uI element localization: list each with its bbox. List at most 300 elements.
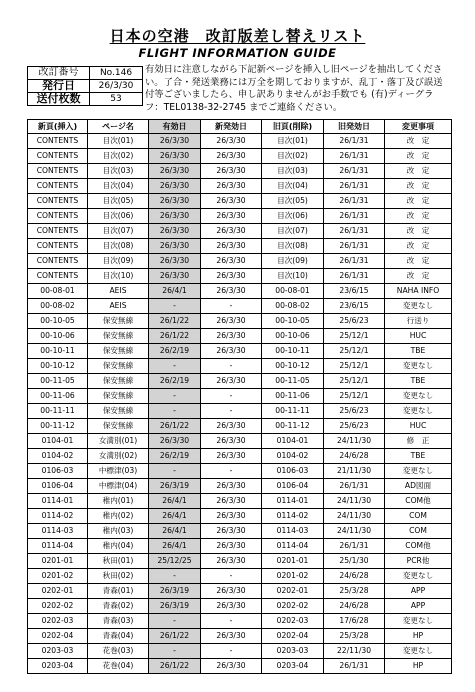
- cell-new-issue-date: 26/3/30: [201, 164, 262, 179]
- cell-new-page: 0106-04: [28, 479, 88, 494]
- revision-info-table: [27, 66, 143, 106]
- cell-old-issue-date: 26/1/31: [324, 539, 385, 554]
- cell-new-page: 0114-01: [28, 494, 88, 509]
- cell-old-issue-date: 26/1/31: [324, 134, 385, 149]
- cell-old-page: 目次(06): [262, 209, 324, 224]
- cell-new-page: CONTENTS: [28, 149, 88, 164]
- cell-change-note: 行送り: [385, 314, 452, 329]
- table-row: [28, 269, 452, 284]
- cell-old-issue-date: 26/1/31: [324, 209, 385, 224]
- cell-new-page: 00-08-02: [28, 299, 88, 314]
- cell-new-page: 0201-02: [28, 569, 88, 584]
- cell-old-issue-date: 17/6/28: [324, 614, 385, 629]
- cell-new-page: CONTENTS: [28, 134, 88, 149]
- table-row: [28, 224, 452, 239]
- cell-page-name: 稚内(04): [88, 539, 149, 554]
- cell-new-page: CONTENTS: [28, 179, 88, 194]
- cell-effective-date: 26/3/30: [149, 269, 201, 284]
- cell-page-name: AEIS: [88, 299, 149, 314]
- table-row: [28, 164, 452, 179]
- table-row: [28, 194, 452, 209]
- cell-new-issue-date: -: [201, 299, 262, 314]
- table-row: [28, 494, 452, 509]
- cell-effective-date: 26/4/1: [149, 284, 201, 299]
- column-header-effective-date: 有効日: [149, 120, 201, 134]
- cell-old-page: 0202-02: [262, 599, 324, 614]
- cell-change-note: TBE: [385, 374, 452, 389]
- cell-old-issue-date: 23/6/15: [324, 284, 385, 299]
- cell-new-issue-date: 26/3/30: [201, 524, 262, 539]
- page-title-text: 日本の空港 改訂版差し替えリスト: [109, 27, 366, 45]
- table-row: [28, 569, 452, 584]
- cell-page-name: 目次(07): [88, 224, 149, 239]
- cell-old-issue-date: 25/6/23: [324, 419, 385, 434]
- cell-new-issue-date: 26/3/30: [201, 374, 262, 389]
- cell-page-name: 青森(03): [88, 614, 149, 629]
- cell-new-page: 00-11-05: [28, 374, 88, 389]
- cell-old-page: 00-10-06: [262, 329, 324, 344]
- cell-change-note: APP: [385, 584, 452, 599]
- cell-new-page: 00-10-12: [28, 359, 88, 374]
- cell-new-issue-date: -: [201, 569, 262, 584]
- table-row: [28, 179, 452, 194]
- cell-new-issue-date: 26/3/30: [201, 539, 262, 554]
- cell-old-page: 目次(04): [262, 179, 324, 194]
- cell-old-issue-date: 26/1/31: [324, 164, 385, 179]
- cell-effective-date: 26/3/19: [149, 599, 201, 614]
- cell-change-note: 変更なし: [385, 389, 452, 404]
- cell-effective-date: 26/3/30: [149, 209, 201, 224]
- cell-old-issue-date: 25/6/23: [324, 314, 385, 329]
- cell-old-issue-date: 24/6/28: [324, 599, 385, 614]
- table-row: [28, 284, 452, 299]
- cell-page-name: 目次(02): [88, 149, 149, 164]
- cell-old-page: 00-08-02: [262, 299, 324, 314]
- table-row: [28, 644, 452, 659]
- cell-new-issue-date: 26/3/30: [201, 599, 262, 614]
- cell-old-issue-date: 24/11/30: [324, 509, 385, 524]
- cell-old-issue-date: 24/6/28: [324, 449, 385, 464]
- column-header-old-page: 旧頁(削除): [262, 120, 324, 134]
- cell-old-issue-date: 25/3/28: [324, 629, 385, 644]
- cell-new-page: 0104-01: [28, 434, 88, 449]
- cell-old-page: 目次(10): [262, 269, 324, 284]
- cell-effective-date: 26/3/19: [149, 479, 201, 494]
- cell-effective-date: 26/3/30: [149, 164, 201, 179]
- cell-page-name: 稚内(01): [88, 494, 149, 509]
- cell-page-name: 目次(04): [88, 179, 149, 194]
- table-row: [28, 509, 452, 524]
- cell-new-page: 00-11-06: [28, 389, 88, 404]
- cell-old-page: 目次(01): [262, 134, 324, 149]
- cell-old-issue-date: 25/3/28: [324, 584, 385, 599]
- cell-change-note: COM他: [385, 539, 452, 554]
- cell-effective-date: 26/2/19: [149, 449, 201, 464]
- cell-new-page: CONTENTS: [28, 254, 88, 269]
- cell-effective-date: -: [149, 404, 201, 419]
- table-row: [28, 404, 452, 419]
- cell-change-note: 改 定: [385, 194, 452, 209]
- cell-effective-date: 26/2/19: [149, 374, 201, 389]
- cell-change-note: 改 定: [385, 164, 452, 179]
- issue-value: 26/3/30: [90, 80, 143, 93]
- cell-page-name: 保安無線: [88, 314, 149, 329]
- cell-new-issue-date: -: [201, 644, 262, 659]
- cell-page-name: 目次(08): [88, 239, 149, 254]
- cell-old-page: 0104-01: [262, 434, 324, 449]
- cell-effective-date: 26/2/19: [149, 344, 201, 359]
- cell-effective-date: 26/1/22: [149, 419, 201, 434]
- cell-effective-date: -: [149, 569, 201, 584]
- cell-old-issue-date: 24/6/28: [324, 569, 385, 584]
- cell-old-page: 0114-02: [262, 509, 324, 524]
- cell-new-issue-date: 26/3/30: [201, 329, 262, 344]
- cell-page-name: 保安無線: [88, 329, 149, 344]
- table-row: [28, 449, 452, 464]
- cell-new-page: 00-10-11: [28, 344, 88, 359]
- issue-row: [28, 80, 143, 93]
- table-row: [28, 359, 452, 374]
- cell-old-page: 0203-04: [262, 659, 324, 674]
- cell-new-page: CONTENTS: [28, 239, 88, 254]
- cell-effective-date: -: [149, 644, 201, 659]
- cell-new-issue-date: 26/3/30: [201, 344, 262, 359]
- cell-change-note: 改 定: [385, 254, 452, 269]
- table-row: [28, 389, 452, 404]
- cell-new-issue-date: 26/3/30: [201, 584, 262, 599]
- cell-page-name: 目次(03): [88, 164, 149, 179]
- cell-page-name: 保安無線: [88, 374, 149, 389]
- cell-new-issue-date: 26/3/30: [201, 449, 262, 464]
- cell-change-note: 変更なし: [385, 569, 452, 584]
- cell-effective-date: 26/3/30: [149, 134, 201, 149]
- cell-old-issue-date: 26/1/31: [324, 269, 385, 284]
- column-header-old-issue-date: 旧発効日: [324, 120, 385, 134]
- cell-change-note: HUC: [385, 329, 452, 344]
- cell-old-issue-date: 25/1/30: [324, 554, 385, 569]
- cell-new-issue-date: 26/3/30: [201, 254, 262, 269]
- cell-new-issue-date: 26/3/30: [201, 659, 262, 674]
- cell-new-page: 0203-04: [28, 659, 88, 674]
- table-row: [28, 299, 452, 314]
- cell-page-name: 青森(02): [88, 599, 149, 614]
- cell-page-name: 青森(01): [88, 584, 149, 599]
- cell-old-issue-date: 24/11/30: [324, 494, 385, 509]
- cell-change-note: 改 定: [385, 209, 452, 224]
- column-header-new-issue-date: 新発効日: [201, 120, 262, 134]
- cell-new-page: 0202-02: [28, 599, 88, 614]
- cell-effective-date: -: [149, 614, 201, 629]
- table-row: [28, 434, 452, 449]
- cell-change-note: TBE: [385, 449, 452, 464]
- cell-new-page: 0114-04: [28, 539, 88, 554]
- cell-new-issue-date: -: [201, 389, 262, 404]
- column-header-change-note: 変更事項: [385, 120, 452, 134]
- cell-page-name: 保安無線: [88, 344, 149, 359]
- cell-page-name: 花巻(04): [88, 659, 149, 674]
- table-row: [28, 239, 452, 254]
- table-row: [28, 464, 452, 479]
- cell-page-name: 花巻(03): [88, 644, 149, 659]
- table-body: [28, 134, 452, 674]
- cell-new-page: 0203-03: [28, 644, 88, 659]
- cell-change-note: 変更なし: [385, 359, 452, 374]
- cell-new-issue-date: 26/3/30: [201, 134, 262, 149]
- cell-new-issue-date: -: [201, 614, 262, 629]
- cell-change-note: 変更なし: [385, 614, 452, 629]
- cell-old-page: 00-10-11: [262, 344, 324, 359]
- cell-new-issue-date: 26/3/30: [201, 419, 262, 434]
- table-row: [28, 479, 452, 494]
- table-row: [28, 659, 452, 674]
- table-row: [28, 374, 452, 389]
- cell-effective-date: -: [149, 299, 201, 314]
- cell-effective-date: 26/3/30: [149, 149, 201, 164]
- cell-new-issue-date: 26/3/30: [201, 314, 262, 329]
- cell-new-page: 0202-03: [28, 614, 88, 629]
- cell-effective-date: 26/3/30: [149, 224, 201, 239]
- cell-page-name: 目次(01): [88, 134, 149, 149]
- cell-old-page: 0104-02: [262, 449, 324, 464]
- page-title: [0, 27, 475, 45]
- cell-old-issue-date: 23/6/15: [324, 299, 385, 314]
- cell-new-page: CONTENTS: [28, 194, 88, 209]
- cell-new-issue-date: 26/3/30: [201, 434, 262, 449]
- cell-old-issue-date: 26/1/31: [324, 224, 385, 239]
- cell-new-page: 0202-01: [28, 584, 88, 599]
- cell-old-page: 0114-03: [262, 524, 324, 539]
- table-row: [28, 344, 452, 359]
- cell-old-issue-date: 24/11/30: [324, 434, 385, 449]
- table-row: [28, 614, 452, 629]
- column-header-page-name: ページ名: [88, 120, 149, 134]
- cell-old-issue-date: 25/12/1: [324, 389, 385, 404]
- cell-page-name: AEIS: [88, 284, 149, 299]
- cell-change-note: 修 正: [385, 434, 452, 449]
- table-header-row: [28, 120, 452, 134]
- table-row: [28, 314, 452, 329]
- cell-change-note: 変更なし: [385, 644, 452, 659]
- copies-row: [28, 93, 143, 106]
- cell-old-page: 目次(02): [262, 149, 324, 164]
- cell-effective-date: -: [149, 359, 201, 374]
- cell-change-note: 改 定: [385, 134, 452, 149]
- cell-old-issue-date: 26/1/31: [324, 179, 385, 194]
- cell-effective-date: -: [149, 464, 201, 479]
- cell-effective-date: 26/1/22: [149, 659, 201, 674]
- cell-old-page: 00-11-05: [262, 374, 324, 389]
- copies-label: 送付枚数: [28, 93, 90, 106]
- cell-new-page: 00-10-06: [28, 329, 88, 344]
- cell-new-page: CONTENTS: [28, 209, 88, 224]
- cell-change-note: 改 定: [385, 269, 452, 284]
- cell-new-issue-date: 26/3/30: [201, 509, 262, 524]
- cell-page-name: 青森(04): [88, 629, 149, 644]
- cell-new-page: 0104-02: [28, 449, 88, 464]
- cell-change-note: 変更なし: [385, 299, 452, 314]
- cell-page-name: 秋田(01): [88, 554, 149, 569]
- cell-old-page: 0202-03: [262, 614, 324, 629]
- cell-page-name: 目次(05): [88, 194, 149, 209]
- cell-old-page: 00-11-06: [262, 389, 324, 404]
- cell-old-page: 00-10-12: [262, 359, 324, 374]
- cell-effective-date: 26/3/30: [149, 434, 201, 449]
- cell-old-page: 目次(07): [262, 224, 324, 239]
- notice-text: 有効日に注意しながら下記新ページを挿入し旧ページを抽出してください。了合・発送業務には万全を期しておりますが、乱丁・落丁及び誤送付等ございましたら、申し訳ありませんがお手数でも (有)ディーグラフ：TEL0138-32-2745 までご連絡ください。: [145, 64, 443, 113]
- cell-effective-date: 26/3/30: [149, 194, 201, 209]
- cell-change-note: 改 定: [385, 224, 452, 239]
- cell-new-page: 0114-02: [28, 509, 88, 524]
- cell-page-name: 稚内(02): [88, 509, 149, 524]
- cell-change-note: COM: [385, 509, 452, 524]
- table-row: [28, 554, 452, 569]
- cell-change-note: 変更なし: [385, 464, 452, 479]
- cell-page-name: 保安無線: [88, 359, 149, 374]
- cell-page-name: 中標津(03): [88, 464, 149, 479]
- cell-change-note: APP: [385, 599, 452, 614]
- revision-table: [27, 119, 452, 674]
- table-row: [28, 419, 452, 434]
- issue-label: 発行日: [28, 80, 90, 93]
- table-row: [28, 149, 452, 164]
- revision-row: [28, 67, 143, 80]
- cell-effective-date: 26/3/30: [149, 179, 201, 194]
- cell-effective-date: 26/1/22: [149, 329, 201, 344]
- cell-old-page: 0106-03: [262, 464, 324, 479]
- cell-new-issue-date: -: [201, 464, 262, 479]
- cell-old-issue-date: 26/1/31: [324, 149, 385, 164]
- cell-new-page: 0201-01: [28, 554, 88, 569]
- cell-new-issue-date: 26/3/30: [201, 284, 262, 299]
- cell-effective-date: 26/4/1: [149, 494, 201, 509]
- cell-old-page: 0201-02: [262, 569, 324, 584]
- cell-change-note: 変更なし: [385, 404, 452, 419]
- cell-change-note: AD図面: [385, 479, 452, 494]
- cell-change-note: NAHA INFO: [385, 284, 452, 299]
- cell-old-page: 目次(08): [262, 239, 324, 254]
- table-row: [28, 629, 452, 644]
- cell-old-page: 目次(09): [262, 254, 324, 269]
- cell-change-note: PCR他: [385, 554, 452, 569]
- cell-old-page: 00-10-05: [262, 314, 324, 329]
- cell-effective-date: 26/3/30: [149, 254, 201, 269]
- cell-page-name: 女満別(01): [88, 434, 149, 449]
- cell-old-page: 0106-04: [262, 479, 324, 494]
- cell-new-issue-date: 26/3/30: [201, 149, 262, 164]
- column-header-new-page: 新頁(挿入): [28, 120, 88, 134]
- cell-new-issue-date: 26/3/30: [201, 239, 262, 254]
- cell-new-issue-date: 26/3/30: [201, 194, 262, 209]
- cell-page-name: 秋田(02): [88, 569, 149, 584]
- cell-page-name: 保安無線: [88, 404, 149, 419]
- cell-page-name: 保安無線: [88, 389, 149, 404]
- cell-old-page: 0202-04: [262, 629, 324, 644]
- cell-old-page: 0114-04: [262, 539, 324, 554]
- cell-new-issue-date: -: [201, 359, 262, 374]
- cell-old-page: 目次(05): [262, 194, 324, 209]
- cell-change-note: HP: [385, 659, 452, 674]
- cell-old-issue-date: 26/1/31: [324, 194, 385, 209]
- table-row: [28, 539, 452, 554]
- cell-old-issue-date: 26/1/31: [324, 254, 385, 269]
- cell-new-page: 00-11-12: [28, 419, 88, 434]
- cell-page-name: 目次(09): [88, 254, 149, 269]
- cell-new-issue-date: 26/3/30: [201, 179, 262, 194]
- cell-effective-date: 26/1/22: [149, 314, 201, 329]
- table-row: [28, 524, 452, 539]
- cell-change-note: COM他: [385, 494, 452, 509]
- cell-old-issue-date: 25/12/1: [324, 359, 385, 374]
- cell-change-note: 改 定: [385, 239, 452, 254]
- cell-old-issue-date: 25/12/1: [324, 344, 385, 359]
- cell-page-name: 目次(10): [88, 269, 149, 284]
- cell-old-page: 00-08-01: [262, 284, 324, 299]
- cell-new-page: 0202-04: [28, 629, 88, 644]
- cell-old-issue-date: 26/1/31: [324, 479, 385, 494]
- revision-value: No.146: [90, 67, 143, 80]
- cell-old-issue-date: 22/11/30: [324, 644, 385, 659]
- cell-page-name: 女満別(02): [88, 449, 149, 464]
- cell-old-page: 0202-01: [262, 584, 324, 599]
- table-row: [28, 134, 452, 149]
- cell-new-issue-date: 26/3/30: [201, 209, 262, 224]
- cell-old-page: 0114-01: [262, 494, 324, 509]
- cell-new-issue-date: 26/3/30: [201, 479, 262, 494]
- table-row: [28, 254, 452, 269]
- cell-change-note: 改 定: [385, 149, 452, 164]
- cell-old-page: 00-11-12: [262, 419, 324, 434]
- cell-old-issue-date: 25/6/23: [324, 404, 385, 419]
- table-row: [28, 329, 452, 344]
- cell-new-issue-date: 26/3/30: [201, 224, 262, 239]
- cell-new-issue-date: -: [201, 404, 262, 419]
- cell-effective-date: 26/3/19: [149, 584, 201, 599]
- cell-old-issue-date: 24/11/30: [324, 524, 385, 539]
- cell-new-page: 00-10-05: [28, 314, 88, 329]
- cell-new-page: 00-11-11: [28, 404, 88, 419]
- cell-old-issue-date: 25/12/1: [324, 374, 385, 389]
- cell-effective-date: -: [149, 389, 201, 404]
- cell-old-page: 0203-03: [262, 644, 324, 659]
- cell-new-page: CONTENTS: [28, 164, 88, 179]
- cell-effective-date: 26/3/30: [149, 239, 201, 254]
- cell-effective-date: 26/4/1: [149, 524, 201, 539]
- revision-label: 改訂番号: [28, 67, 90, 80]
- cell-new-page: CONTENTS: [28, 269, 88, 284]
- cell-old-issue-date: 21/11/30: [324, 464, 385, 479]
- cell-old-issue-date: 26/1/31: [324, 239, 385, 254]
- cell-new-issue-date: 26/3/30: [201, 629, 262, 644]
- cell-new-issue-date: 26/3/30: [201, 554, 262, 569]
- cell-change-note: TBE: [385, 344, 452, 359]
- cell-change-note: COM: [385, 524, 452, 539]
- cell-new-issue-date: 26/3/30: [201, 269, 262, 284]
- cell-new-page: 00-08-01: [28, 284, 88, 299]
- cell-effective-date: 26/1/22: [149, 629, 201, 644]
- table-row: [28, 584, 452, 599]
- cell-page-name: 中標津(04): [88, 479, 149, 494]
- cell-page-name: 保安無線: [88, 419, 149, 434]
- cell-old-issue-date: 25/12/1: [324, 329, 385, 344]
- cell-effective-date: 26/4/1: [149, 539, 201, 554]
- cell-old-page: 00-11-11: [262, 404, 324, 419]
- cell-change-note: HP: [385, 629, 452, 644]
- cell-old-issue-date: 26/1/31: [324, 659, 385, 674]
- copies-value: 53: [90, 93, 143, 106]
- cell-change-note: HUC: [385, 419, 452, 434]
- cell-new-page: 0106-03: [28, 464, 88, 479]
- cell-new-issue-date: 26/3/30: [201, 494, 262, 509]
